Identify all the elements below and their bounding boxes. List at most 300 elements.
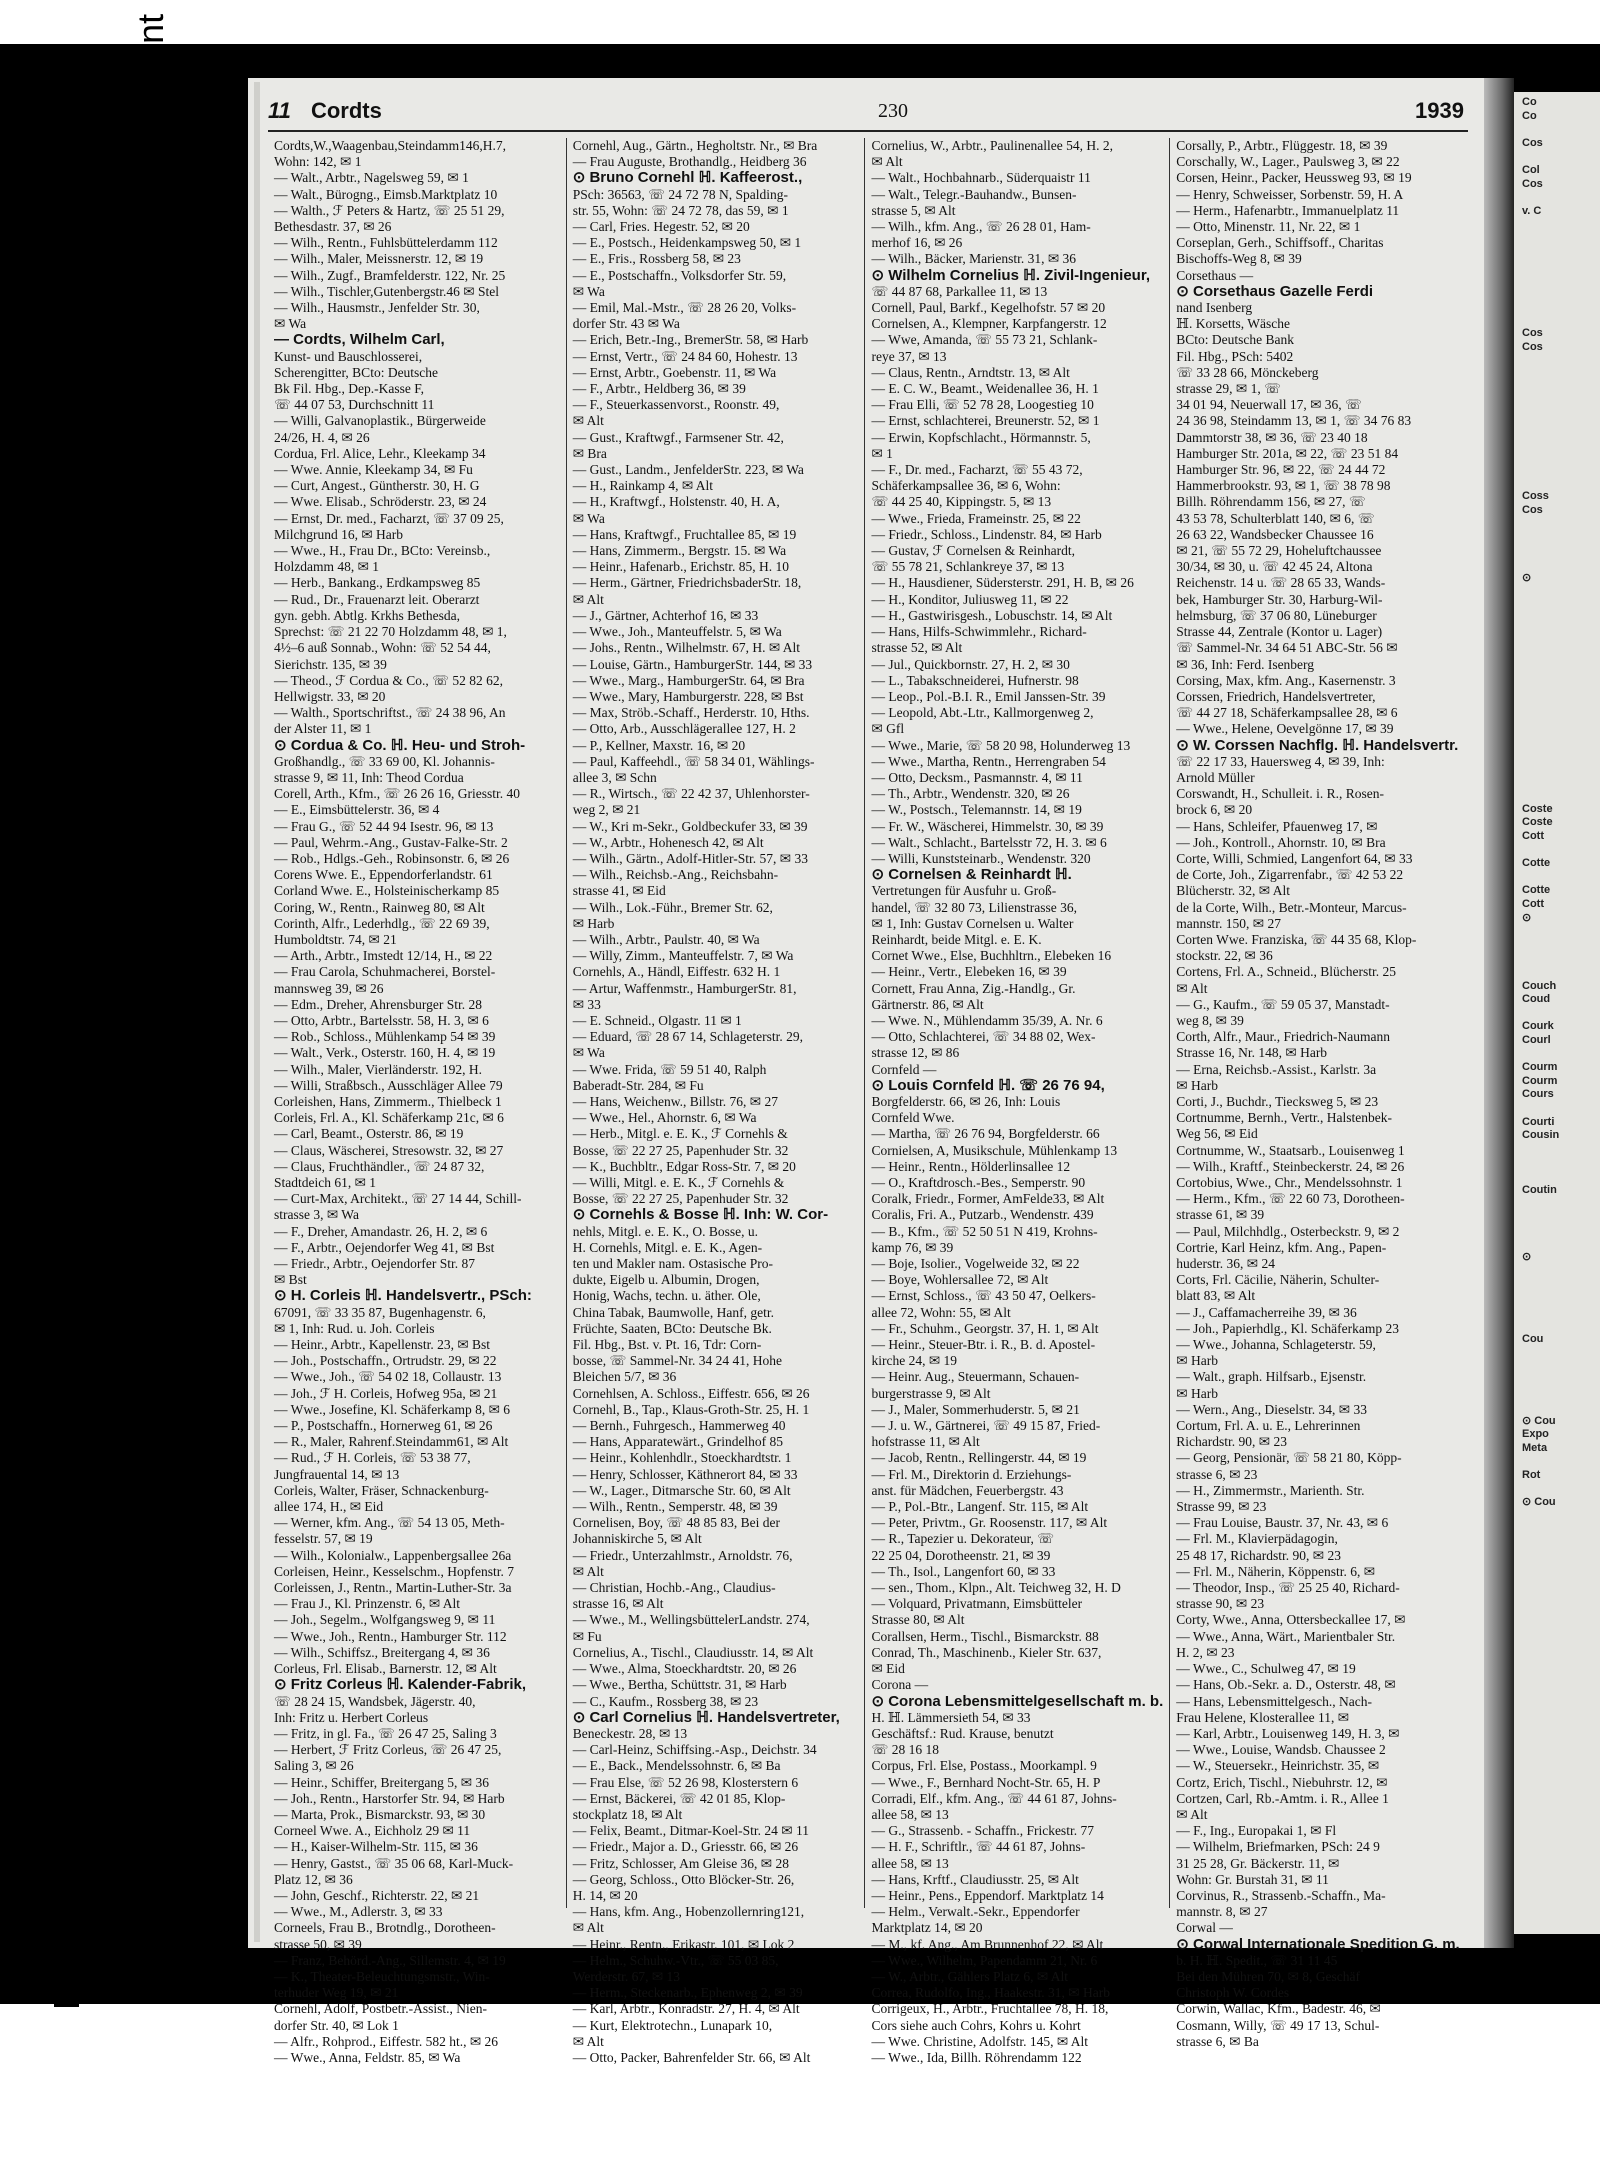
directory-entry: ☏ 55 78 21, Schlankreye 37, ✉ 13 [871, 559, 1065, 575]
directory-entry: — Heinr., Vertr., Elebeken 16, ✉ 39 [871, 964, 1067, 980]
directory-entry: — Erwin, Kopfschlacht., Hörmannstr. 5, [871, 429, 1091, 445]
directory-entry: kirche 24, ✉ 19 [871, 1353, 958, 1369]
directory-columns [268, 138, 1468, 2065]
adjacent-page-line: Courl [1522, 1033, 1551, 1046]
directory-entry: Billh. Röhrendamm 156, ✉ 27, ☏ [1176, 494, 1366, 510]
directory-entry: Corland Wwe. E., Holsteinischerkamp 85 [274, 883, 500, 899]
directory-entry: Corallsen, Herm., Tischl., Bismarckstr. 88 [871, 1628, 1099, 1644]
directory-entry: — Ernst, Arbtr., Goebenstr. 11, ✉ Wa [572, 364, 777, 380]
adjacent-page-line [1522, 1143, 1600, 1157]
directory-entry: — Boye, Wohlersallee 72, ✉ Alt [871, 1272, 1049, 1288]
directory-entry: — Cordts, Wilhelm Carl, [274, 331, 445, 349]
directory-entry: — Wilh., Reichsb.-Ang., Reichsbahn- [572, 867, 779, 883]
blocked-information-label: Blocked Information [46, 1691, 87, 2010]
adjacent-page-line [1522, 1197, 1600, 1211]
directory-entry: Cornehls, A., Händl, Eiffestr. 632 H. 1 [572, 964, 781, 980]
directory-entry: Reichenstr. 14 u. ☏ 28 65 33, Wands- [1176, 575, 1386, 591]
directory-entry: strasse 5, ✉ Alt [871, 202, 956, 218]
directory-entry: — Wwe., Ida, Billh. Röhrendamm 122 [871, 2049, 1082, 2065]
adjacent-page-line [1522, 939, 1600, 953]
directory-entry: Cornelsen, A., Klempner, Karpfangerstr. 12 [871, 316, 1107, 332]
directory-entry: — Wwe., M., Adlerstr. 3, ✉ 33 [274, 1904, 443, 1920]
adjacent-page-line [1522, 966, 1600, 980]
directory-entry: — H., Konditor, Juliusweg 11, ✉ 22 [871, 591, 1069, 607]
directory-entry: ✉ 1, Inh: Rud. u. Joh. Corleis [274, 1320, 435, 1336]
directory-entry: Cortzen, Carl, Rb.-Amtm. i. R., Allee 1 [1176, 1790, 1389, 1806]
directory-entry: — Frl. M., Klavierpädagogin, [1176, 1531, 1338, 1547]
directory-entry: — Hans, Kraftwgf., Fruchtallee 85, ✉ 19 [572, 526, 797, 542]
directory-entry: Corleishen, Hans, Zimmerm., Thielbeck 1 [274, 1093, 502, 1109]
adjacent-page-line [1522, 952, 1600, 966]
section-title: Cordts [310, 98, 382, 123]
directory-entry: Fil. Hbg., PSch: 5402 [1176, 348, 1294, 364]
directory-entry: — Heinr., Rentn., Hölderlinsallee 12 [871, 1158, 1071, 1174]
directory-entry: — H., Rainkamp 4, ✉ Alt [572, 478, 714, 494]
directory-entry: Honig, Wachs, techn. u. äther. Ole, [572, 1288, 761, 1304]
adjacent-page-line [1522, 721, 1600, 735]
directory-entry: — E. C. W., Beamt., Weidenallee 36, H. 1 [871, 381, 1099, 397]
directory-entry: 22 25 04, Dorotheenstr. 21, ✉ 39 [871, 1547, 1051, 1563]
directory-entry: — Felix, Beamt., Ditmar-Koel-Str. 24 ✉ 11 [572, 1823, 809, 1839]
directory-entry: Corradi, Elf., kfm. Ang., ☏ 44 61 87, Johns- [871, 1790, 1117, 1806]
directory-entry: — H., Hausdiener, Südersterstr. 291, H. B, ✉ 26 [871, 575, 1134, 591]
directory-entry: Marktplatz 14, ✉ 20 [871, 1920, 983, 1936]
directory-entry: China Tabak, Baumwolle, Hanf, getr. [572, 1304, 774, 1320]
directory-entry: — Walth., Sportschriftst., ☏ 24 38 96, An [274, 705, 506, 721]
directory-entry: Schäferkampsallee 36, ✉ 6, Wohn: [871, 478, 1061, 494]
directory-entry: Wohn: 142, ✉ 1 [274, 154, 362, 170]
adjacent-page-line [1522, 1224, 1600, 1238]
directory-entry: ⊙ Louis Cornfeld ℍ. ☏ 26 76 94, [871, 1076, 1105, 1094]
directory-entry: Hammerbrookstr. 93, ✉ 1, ☏ 38 78 98 [1176, 478, 1391, 494]
adjacent-page-line [1522, 286, 1600, 300]
adjacent-page-line: Co [1522, 96, 1537, 108]
directory-column-1 [268, 138, 567, 2065]
directory-entry: — R., Maler, Rahrenf.Steindamm61, ✉ Alt [274, 1434, 509, 1450]
directory-entry: Bethesdastr. 37, ✉ 26 [274, 219, 392, 235]
directory-entry: — Henry, Schweisser, Sorbenstr. 59, H. A [1176, 186, 1404, 202]
directory-entry: — Willy, Zimm., Manteuffelstr. 7, ✉ Wa [572, 948, 794, 964]
directory-entry: — Artur, Waffenmstr., HamburgerStr. 81, [572, 980, 797, 996]
directory-entry: — Leop., Pol.-B.I. R., Emil Janssen-Str. 39 [871, 688, 1106, 704]
directory-entry: Corrigeux, H., Arbtr., Fruchtallee 78, H. 18, [871, 2001, 1109, 2017]
directory-entry: Cornelius, A., Tischl., Claudiusstr. 14, ✉ Alt [572, 1644, 814, 1660]
directory-entry: ✉ Alt [1176, 980, 1208, 996]
adjacent-page-line: Meta [1522, 1441, 1548, 1454]
directory-entry: — Wwe., F., Bernhard Nocht-Str. 65, H. P [871, 1774, 1101, 1790]
directory-entry: Blücherstr. 32, ✉ Alt [1176, 883, 1290, 899]
directory-entry: Corti, J., Buchdr., Tiecksweg 5, ✉ 23 [1176, 1093, 1379, 1109]
directory-entry: — Wwe., Joh., Rentn., Hamburger Str. 112 [274, 1628, 507, 1644]
directory-entry: — Wilh., Gärtn., Adolf-Hitler-Str. 57, ✉ 33 [572, 850, 808, 866]
directory-entry: — Heinr., Steuer-Btr. i. R., B. d. Apostel- [871, 1337, 1096, 1353]
directory-entry: blatt 83, ✉ Alt [1176, 1288, 1256, 1304]
directory-entry: — H., Kaiser-Wilhelm-Str. 115, ✉ 36 [274, 1839, 478, 1855]
directory-entry: Reinhardt, beide Mitgl. e. E. K. [871, 931, 1042, 947]
adjacent-page-line: Cotte [1522, 857, 1551, 870]
directory-entry: — Frau Louise, Baustr. 37, Nr. 43, ✉ 6 [1176, 1515, 1389, 1531]
adjacent-page-line [1522, 585, 1600, 599]
directory-entry: — P., Pol.-Btr., Langenf. Str. 115, ✉ Alt [871, 1499, 1089, 1515]
directory-entry: Wohn: Gr. Burstah 31, ✉ 11 [1176, 1871, 1329, 1887]
directory-entry: Bosse, ☏ 22 27 25, Papenhuder Str. 32 [572, 1191, 789, 1207]
directory-entry: — Wwe. Christine, Adolfstr. 145, ✉ Alt [871, 2033, 1089, 2049]
directory-entry: — Marta, Prok., Bismarckstr. 93, ✉ 30 [274, 1806, 486, 1822]
directory-entry: — Helm., Schuhw.-Vtr., ☏ 55 03 85, [572, 1952, 779, 1968]
directory-entry: ℍ. Korsetts, Wäsche [1176, 316, 1290, 332]
directory-entry: — Th., Arbtr., Wendenstr. 320, ✉ 26 [871, 786, 1070, 802]
directory-entry: — J. u. W., Gärtnerei, ☏ 49 15 87, Fried- [871, 1418, 1101, 1434]
directory-entry: nehls, Mitgl. e. E. K., O. Bosse, u. [572, 1223, 758, 1239]
directory-entry: Coralis, Fri. A., Putzarb., Wendenstr. 439 [871, 1207, 1094, 1223]
directory-entry: — Wilh., Kolonialw., Lappenbergsallee 26a [274, 1547, 512, 1563]
adjacent-page-line [1522, 1319, 1600, 1333]
adjacent-page-line: Cos [1522, 177, 1543, 190]
bleed-through-label: Bleed Through [61, 800, 119, 1180]
directory-entry: allee 174, H., ✉ Eid [274, 1499, 384, 1515]
directory-entry: weg 2, ✉ 21 [572, 802, 641, 818]
directory-entry: — Wwe. Annie, Kleekamp 34, ✉ Fu [274, 462, 473, 478]
directory-entry: — Otto, Minenstr. 11, Nr. 22, ✉ 1 [1176, 219, 1361, 235]
directory-entry: de Corte, Joh., Zigarrenfabr., ☏ 42 53 22 [1176, 867, 1404, 883]
directory-entry: — Wilh., Maler, Vierländerstr. 192, H. [274, 1061, 482, 1077]
adjacent-page-line: v. C [1522, 204, 1542, 217]
directory-entry: — Heinr., Rentn., Erikastr. 101, ✉ Lok 2 [572, 1936, 795, 1952]
adjacent-page-line: Cos [1522, 327, 1543, 340]
directory-entry: mannsweg 39, ✉ 26 [274, 980, 384, 996]
directory-entry: Baberadt-Str. 284, ✉ Fu [572, 1077, 704, 1093]
directory-entry: ✉ Wa [572, 510, 605, 526]
adjacent-page-line [1522, 640, 1600, 654]
directory-entry: — Joh., Segelm., Wolfgangsweg 9, ✉ 11 [274, 1612, 496, 1628]
adjacent-page-line [1522, 653, 1600, 667]
directory-entry: Cornelisen, Boy, ☏ 48 85 83, Bei der [572, 1515, 780, 1531]
adjacent-page-line [1522, 436, 1600, 450]
directory-entry: — Wilh., Tischler,Gutenbergstr.46 ✉ Stel [274, 283, 499, 299]
adjacent-page-line: Coss [1522, 490, 1549, 503]
directory-entry: — E., Postschaffn., Volksdorfer Str. 59, [572, 267, 787, 283]
adjacent-page-line: Coste [1522, 816, 1553, 829]
adjacent-page-line [1522, 409, 1600, 423]
directory-entry: — Hans, Krftf., Claudiusstr. 25, ✉ Alt [871, 1871, 1079, 1887]
directory-entry: — W., Steuersekr., Heinrichstr. 35, ✉ [1176, 1758, 1380, 1774]
adjacent-page-line [1522, 395, 1600, 409]
directory-entry: — Friedr., Arbtr., Oejendorfer Str. 87 [274, 1256, 475, 1272]
directory-entry: — Wwe., Bertha, Schüttstr. 31, ✉ Harb [572, 1677, 787, 1693]
directory-entry: Corschally, W., Lager., Paulsweg 3, ✉ 22 [1176, 154, 1400, 170]
directory-entry: — Rob., Hdlgs.-Geh., Robinsonstr. 6, ✉ 26 [274, 850, 510, 866]
directory-entry: — Louise, Gärtn., HamburgerStr. 144, ✉ 33 [572, 656, 813, 672]
directory-entry: — Henry, Gastst., ☏ 35 06 68, Karl-Muck- [274, 1855, 514, 1871]
adjacent-page-line: Cou [1522, 1333, 1544, 1346]
directory-entry: — Walt., Schlacht., Bartelsstr 72, H. 3. ✉ 6 [871, 834, 1107, 850]
directory-entry: ⊙ Corsethaus Gazelle Ferdi [1176, 282, 1374, 300]
directory-entry: — Erna, Reichsb.-Assist., Karlstr. 3a [1176, 1061, 1377, 1077]
directory-entry: — Rud., Dr., Frauenarzt leit. Oberarzt [274, 591, 480, 607]
directory-entry: ⊙ Bruno Cornehl ℍ. Kaffeerost., [572, 169, 803, 187]
adjacent-page-line [1522, 150, 1600, 164]
directory-entry: — Gust., Landm., JenfelderStr. 223, ✉ Wa [572, 462, 804, 478]
adjacent-page-line [1522, 1048, 1600, 1062]
adjacent-page-line: Courti [1522, 1115, 1555, 1128]
directory-entry: — John, Geschf., Richterstr. 22, ✉ 21 [274, 1887, 480, 1903]
directory-entry: reye 37, ✉ 13 [871, 348, 947, 364]
directory-entry: Sprechst: ☏ 21 22 70 Holzdamm 48, ✉ 1, [274, 624, 507, 640]
adjacent-page-line [1522, 517, 1600, 531]
directory-entry: Corsethaus — [1176, 267, 1254, 283]
directory-entry: — Wwe., C., Schulweg 47, ✉ 19 [1176, 1661, 1356, 1677]
directory-entry: gyn. gebh. Abtlg. Krkhs Bethesda, [274, 607, 460, 623]
adjacent-page-line [1522, 246, 1600, 260]
directory-entry: Platz 12, ✉ 36 [274, 1871, 353, 1887]
directory-entry: ☏ 44 07 53, Durchschnitt 11 [274, 397, 435, 413]
directory-entry: ✉ Wa [274, 316, 307, 332]
directory-entry: Arnold Müller [1176, 769, 1255, 785]
directory-entry: dorfer Str. 40, ✉ Lok 1 [274, 2017, 399, 2033]
directory-entry: Dammtorstr 38, ✉ 36, ☏ 23 40 18 [1176, 429, 1368, 445]
directory-entry: Corten Wwe. Franziska, ☏ 44 35 68, Klop- [1176, 931, 1417, 947]
directory-entry: — Leopold, Abt.-Ltr., Kallmorgenweg 2, [871, 705, 1094, 721]
directory-entry: — Joh., Postschaffn., Ortrudstr. 29, ✉ 22 [274, 1353, 497, 1369]
directory-entry: — Herb., Bankang., Erdkampsweg 85 [274, 575, 481, 591]
directory-entry: — F., Dreher, Amandastr. 26, H. 2, ✉ 6 [274, 1223, 488, 1239]
directory-entry: — Wwe, Amanda, ☏ 55 73 21, Schlank- [871, 332, 1098, 348]
adjacent-page-line [1522, 259, 1600, 273]
adjacent-page-line [1522, 449, 1600, 463]
adjacent-page-line [1522, 762, 1600, 776]
directory-entry: — E., Back., Mendelssohnstr. 6, ✉ Ba [572, 1758, 781, 1774]
directory-entry: 43 53 78, Schulterblatt 140, ✉ 6, ☏ [1176, 510, 1375, 526]
directory-entry: ✉ Alt [871, 154, 903, 170]
directory-entry: Bleichen 5/7, ✉ 36 [572, 1369, 677, 1385]
directory-entry: — Erich, Betr.-Ing., BremerStr. 58, ✉ Harb [572, 332, 809, 348]
adjacent-page-line [1522, 694, 1600, 708]
directory-entry: — Wwe., H., Frau Dr., BCto: Vereinsb., [274, 543, 491, 559]
directory-entry: ☏ 44 25 40, Kippingstr. 5, ✉ 13 [871, 494, 1052, 510]
directory-entry: — Walt., Hochbahnarb., Süderquaistr 11 [871, 170, 1091, 186]
adjacent-page-line [1522, 1347, 1600, 1361]
directory-entry: terhuder Weg 19, ✉ 21 [274, 1985, 399, 2001]
directory-entry: ✉ Wa [572, 1045, 605, 1061]
directory-entry: Weg 56, ✉ Eid [1176, 1126, 1258, 1142]
directory-entry: Corinth, Alfr., Lederhdlg., ☏ 22 69 39, [274, 915, 490, 931]
directory-entry: Strasse 99, ✉ 23 [1176, 1499, 1267, 1515]
directory-column-4 [1170, 138, 1468, 2049]
directory-entry: ⊙ Wilhelm Cornelius ℍ. Zivil-Ingenieur, [871, 266, 1151, 284]
directory-entry: — Jacob, Rentn., Rellingerstr. 44, ✉ 19 [871, 1450, 1087, 1466]
directory-entry: — Walt., Bürogng., Eimsb.Marktplatz 10 [274, 186, 498, 202]
directory-entry: Corleis, Walter, Fräser, Schnackenburg- [274, 1482, 489, 1498]
directory-entry: — Walt., Arbtr., Nagelsweg 59, ✉ 1 [274, 170, 469, 186]
directory-entry: — J., Maler, Sommerhuderstr. 5, ✉ 21 [871, 1401, 1080, 1417]
directory-entry: — Arth., Arbtr., Imstedt 12/14, H., ✉ 22 [274, 948, 493, 964]
directory-entry: — Herm., Kfm., ☏ 22 60 73, Dorotheen- [1176, 1191, 1405, 1207]
directory-entry: — Hans, Schleifer, Pfauenweg 17, ✉ [1176, 818, 1378, 834]
directory-entry: bosse, ☏ Sammel-Nr. 34 24 41, Hohe [572, 1353, 782, 1369]
directory-entry: — Karl, Arbtr., Konradstr. 27, H. 4, ✉ Alt [572, 2001, 800, 2017]
directory-entry: — Paul, Kaffeehdl., ☏ 58 34 01, Wählings- [572, 753, 815, 769]
directory-entry: — Theodor, Insp., ☏ 25 25 40, Richard- [1176, 1580, 1400, 1596]
directory-entry: H. Cornehls, Mitgl. e. E. K., Agen- [572, 1239, 763, 1255]
directory-entry: — O., Kraftdrosch.-Bes., Semperstr. 90 [871, 1175, 1086, 1190]
directory-entry: — Wilh., Lok.-Führ., Bremer Str. 62, [572, 899, 773, 915]
directory-entry: — P., Kellner, Maxstr. 16, ✉ 20 [572, 737, 746, 753]
directory-entry: — Hans, kfm. Ang., Hobenzollernring121, [572, 1904, 805, 1920]
directory-entry: Cortnumme, W., Staatsarb., Louisenweg 1 [1176, 1142, 1405, 1158]
directory-entry: allee 72, Wohn: 55, ✉ Alt [871, 1304, 1011, 1320]
directory-entry: — Wilh., kfm. Ang., ☏ 26 28 01, Ham- [871, 219, 1091, 235]
directory-entry: ⊙ Cornehls & Bosse ℍ. Inh: W. Cor- [572, 1206, 829, 1224]
directory-entry: — Joh., Papierhdlg., Kl. Schäferkamp 23 [1176, 1320, 1399, 1336]
directory-entry: — Wwe. N., Mühlendamm 35/39, A. Nr. 6 [871, 1012, 1103, 1028]
adjacent-page-line [1522, 1007, 1600, 1021]
directory-entry: Hellwigstr. 33, ✉ 20 [274, 688, 386, 704]
directory-entry: — P., Postschaffn., Hornerweg 61, ✉ 26 [274, 1418, 493, 1434]
directory-entry: — J., Gärtner, Achterhof 16, ✉ 33 [572, 607, 759, 623]
directory-entry: Corsen, Heinr., Packer, Heussweg 93, ✉ 19 [1176, 170, 1412, 186]
directory-entry: — Ernst, Bäckerei, ☏ 42 01 85, Klop- [572, 1790, 786, 1806]
directory-entry: strasse 12, ✉ 86 [871, 1045, 960, 1061]
running-head [268, 98, 382, 124]
directory-entry: — Martha, ☏ 26 76 94, Borgfelderstr. 66 [871, 1126, 1100, 1142]
directory-entry: — Walth., ℱ Peters & Hartz, ☏ 25 51 29, [274, 202, 505, 218]
directory-entry: fesselstr. 57, ✉ 19 [274, 1531, 373, 1547]
adjacent-page-line [1522, 667, 1600, 681]
directory-entry: — Hans, Hilfs-Schwimmlehr., Richard- [871, 624, 1087, 640]
directory-entry: Corty, Wwe., Anna, Ottersbeckallee 17, ✉ [1176, 1612, 1406, 1628]
directory-entry: Corleus, Frl. Elisab., Barnerstr. 12, ✉ Alt [274, 1661, 497, 1677]
directory-entry: strasse 52, ✉ Alt [871, 640, 963, 656]
directory-entry: Humboldtstr. 74, ✉ 21 [274, 931, 397, 947]
directory-entry: — Fr., Schuhm., Georgstr. 37, H. 1, ✉ Alt [871, 1320, 1099, 1336]
directory-entry: Hamburger Str. 96, ✉ 22, ☏ 24 44 72 [1176, 462, 1386, 478]
directory-entry: strasse 41, ✉ Eid [572, 883, 666, 899]
directory-entry: — Hans, Ob.-Sekr. a. D., Osterstr. 48, ✉ [1176, 1677, 1396, 1693]
directory-entry: Cortnumme, Bernh., Vertr., Halstenbek- [1176, 1110, 1392, 1126]
directory-entry: Inh: Fritz u. Herbert Corleus [274, 1709, 429, 1725]
directory-entry: ✉ Alt [572, 1920, 604, 1936]
directory-entry: — Wilh., Bäcker, Marienstr. 31, ✉ 36 [871, 251, 1077, 267]
directory-entry: — Frau J., Kl. Prinzenstr. 6, ✉ Alt [274, 1596, 461, 1612]
directory-entry: — Hans, Lebensmittelgesch., Nach- [1176, 1693, 1372, 1709]
directory-entry: Corwin, Wallac, Kfm., Badestr. 46, ✉ [1176, 2001, 1381, 2017]
directory-entry: — Henry, Schlosser, Käthnerort 84, ✉ 33 [572, 1466, 798, 1482]
directory-entry: H. 14, ✉ 20 [572, 1887, 638, 1903]
page-header [268, 98, 1468, 132]
plastic-covered-label: Plastic Covered Document [130, 13, 171, 440]
directory-entry: — Paul, Milchhdlg., Osterbeckstr. 9, ✉ 2 [1176, 1223, 1400, 1239]
directory-entry: ☏ 22 17 33, Hauersweg 4, ✉ 39, Inh: [1176, 753, 1385, 769]
directory-entry: — Fr. W., Wäscherei, Himmelstr. 30, ✉ 39 [871, 818, 1104, 834]
directory-entry: — E. Schneid., Olgastr. 11 ✉ 1 [572, 1012, 742, 1028]
directory-entry: — Wwe., Louise, Wandsb. Chaussee 2 [1176, 1742, 1386, 1758]
directory-entry: — Walt., Verk., Osterstr. 160, H. 4, ✉ 19 [274, 1045, 496, 1061]
directory-entry: — Wwe., Josefine, Kl. Schäferkamp 8, ✉ 6 [274, 1401, 511, 1417]
directory-entry: — Carl, Fries. Hegestr. 52, ✉ 20 [572, 219, 750, 235]
directory-entry: — Frau G., ☏ 52 44 94 Isestr. 96, ✉ 13 [274, 818, 494, 834]
directory-entry: Kunst- und Bauschlosserei, [274, 348, 423, 364]
directory-entry: Geschäftsf.: Rud. Krause, benutzt [871, 1725, 1054, 1741]
directory-entry: dorfer Str. 43 ✉ Wa [572, 316, 680, 332]
directory-entry: — Gustav, ℱ Cornelsen & Reinhardt, [871, 543, 1076, 559]
directory-entry: — Frau Else, ☏ 52 26 98, Klosterstern 6 [572, 1774, 799, 1790]
directory-entry: — K., Theater-Beleuchtungsmstr., Win- [274, 1968, 490, 1984]
directory-entry: — E., Eimsbüttelerstr. 36, ✉ 4 [274, 802, 440, 818]
directory-entry: — H., Kraftwgf., Holstenstr. 40, H. A, [572, 494, 780, 510]
directory-entry: — Wilh., Hausmstr., Jenfelder Str. 30, [274, 300, 480, 316]
directory-entry: — E., Postsch., Heidenkampsweg 50, ✉ 1 [572, 235, 802, 251]
directory-entry: — Wwe., Marg., HamburgerStr. 64, ✉ Bra [572, 672, 805, 688]
directory-entry: — Claus, Rentn., Arndtstr. 13, ✉ Alt [871, 364, 1070, 380]
directory-entry: — Frl. M., Näherin, Köppenstr. 6, ✉ [1176, 1563, 1376, 1579]
directory-entry: PSch: 36563, ☏ 24 72 78 N, Spalding- [572, 186, 788, 202]
directory-entry: — Otto, Decksm., Pasmannstr. 4, ✉ 11 [871, 769, 1083, 785]
directory-entry: Cortobius, Wwe., Chr., Mendelssohnstr. 1 [1176, 1175, 1403, 1190]
directory-entry: — Gust., Kraftwgf., Farmsener Str. 42, [572, 429, 784, 445]
directory-entry: Cornehl, Adolf, Postbetr.-Assist., Nien- [274, 2001, 487, 2017]
adjacent-page-line [1522, 354, 1600, 368]
directory-entry: Cordua, Frl. Alice, Lehr., Kleekamp 34 [274, 445, 486, 461]
adjacent-page-line: ⊙ Cou [1522, 1414, 1556, 1427]
page-label: 11 [268, 98, 291, 123]
adjacent-page-line [1522, 232, 1600, 246]
directory-entry: — Herm., Gärtner, FriedrichsbaderStr. 18, [572, 575, 802, 591]
adjacent-page-line [1522, 381, 1600, 395]
adjacent-page-line: Courk [1522, 1020, 1554, 1033]
directory-entry: Früchte, Saaten, BCto: Deutsche Bk. [572, 1320, 772, 1336]
adjacent-page-line [1522, 681, 1600, 695]
adjacent-page-line: ⊙ [1522, 911, 1532, 924]
adjacent-page-line: Expo [1522, 1428, 1549, 1441]
directory-entry: Corpus, Frl. Else, Postass., Moorkampl. 9 [871, 1758, 1097, 1774]
directory-entry: ten und Makler nam. Ostasische Pro- [572, 1256, 773, 1272]
directory-entry: — Eduard, ☏ 28 67 14, Schlageterstr. 29, [572, 1029, 803, 1045]
adjacent-page-line [1522, 1238, 1600, 1252]
directory-entry: — Wwe., Joh., Manteuffelstr. 5, ✉ Wa [572, 624, 782, 640]
directory-entry: — F., Steuerkassenvorst., Roonstr. 49, [572, 397, 780, 413]
directory-entry: — Wilh., Maler, Meissnerstr. 12, ✉ 19 [274, 251, 484, 267]
directory-entry: 25 48 17, Richardstr. 90, ✉ 23 [1176, 1547, 1341, 1563]
adjacent-page-line [1522, 558, 1600, 572]
directory-entry: — Georg, Schloss., Otto Blöcker-Str. 26, [572, 1871, 795, 1887]
directory-entry: burgerstrasse 9, ✉ Alt [871, 1385, 991, 1401]
directory-entry: — Frau Carola, Schuhmacherei, Borstel- [274, 964, 496, 980]
directory-entry: ✉ Alt [572, 413, 604, 429]
adjacent-page-line [1522, 708, 1600, 722]
directory-entry: — Alfr., Rohprod., Eiffestr. 582 ht., ✉ 26 [274, 2033, 499, 2049]
directory-entry: — Wwe., Wilhelm, Papendamm 21, Nr. 6 [871, 1952, 1098, 1968]
directory-entry: — Otto, Arbtr., Bartelsstr. 58, H. 3, ✉ 6 [274, 1012, 489, 1028]
directory-entry: Cornehlsen, A. Schloss., Eiffestr. 656, ✉ 26 [572, 1385, 810, 1401]
directory-entry: — Frl. M., Direktorin d. Erziehungs- [871, 1466, 1072, 1482]
directory-entry: — Joh., Rentn., Harstorfer Str. 94, ✉ Harb [274, 1790, 505, 1806]
directory-entry: Strasse 16, Nr. 148, ✉ Harb [1176, 1045, 1328, 1061]
directory-entry: ⊙ H. Corleis ℍ. Handelsvertr., PSch: [274, 1287, 532, 1305]
directory-entry: ✉ Eid [871, 1661, 905, 1677]
directory-entry: — W., Arbtr., Gählers Platz 6, ✉ Alt [871, 1968, 1069, 1984]
adjacent-page-line [1522, 749, 1600, 763]
directory-entry: — Ernst, schlachterei, Breunerstr. 52, ✉ 1 [871, 413, 1100, 429]
directory-entry: — Emil, Mal.-Mstr., ☏ 28 26 20, Volks- [572, 300, 797, 316]
directory-entry: — Heinr., Schiffer, Breitergang 5, ✉ 36 [274, 1774, 489, 1790]
directory-entry: — F., Ing., Europakai 1, ✉ Fl [1176, 1823, 1337, 1839]
directory-entry: — Friedr., Major a. D., Griesstr. 66, ✉ 26 [572, 1839, 799, 1855]
directory-entry: — Volquard, Privatmann, Eimsbütteler [871, 1596, 1083, 1612]
directory-entry: Cornet Wwe., Else, Buchhltrn., Elebeken 16 [871, 948, 1112, 964]
directory-entry: strasse 3, ✉ Wa [274, 1207, 359, 1223]
directory-entry: — sen., Thom., Klpn., Alt. Teichweg 32, H. D [871, 1580, 1121, 1596]
directory-entry: — G., Strassenb. - Schaffn., Frickestr. 77 [871, 1823, 1094, 1839]
